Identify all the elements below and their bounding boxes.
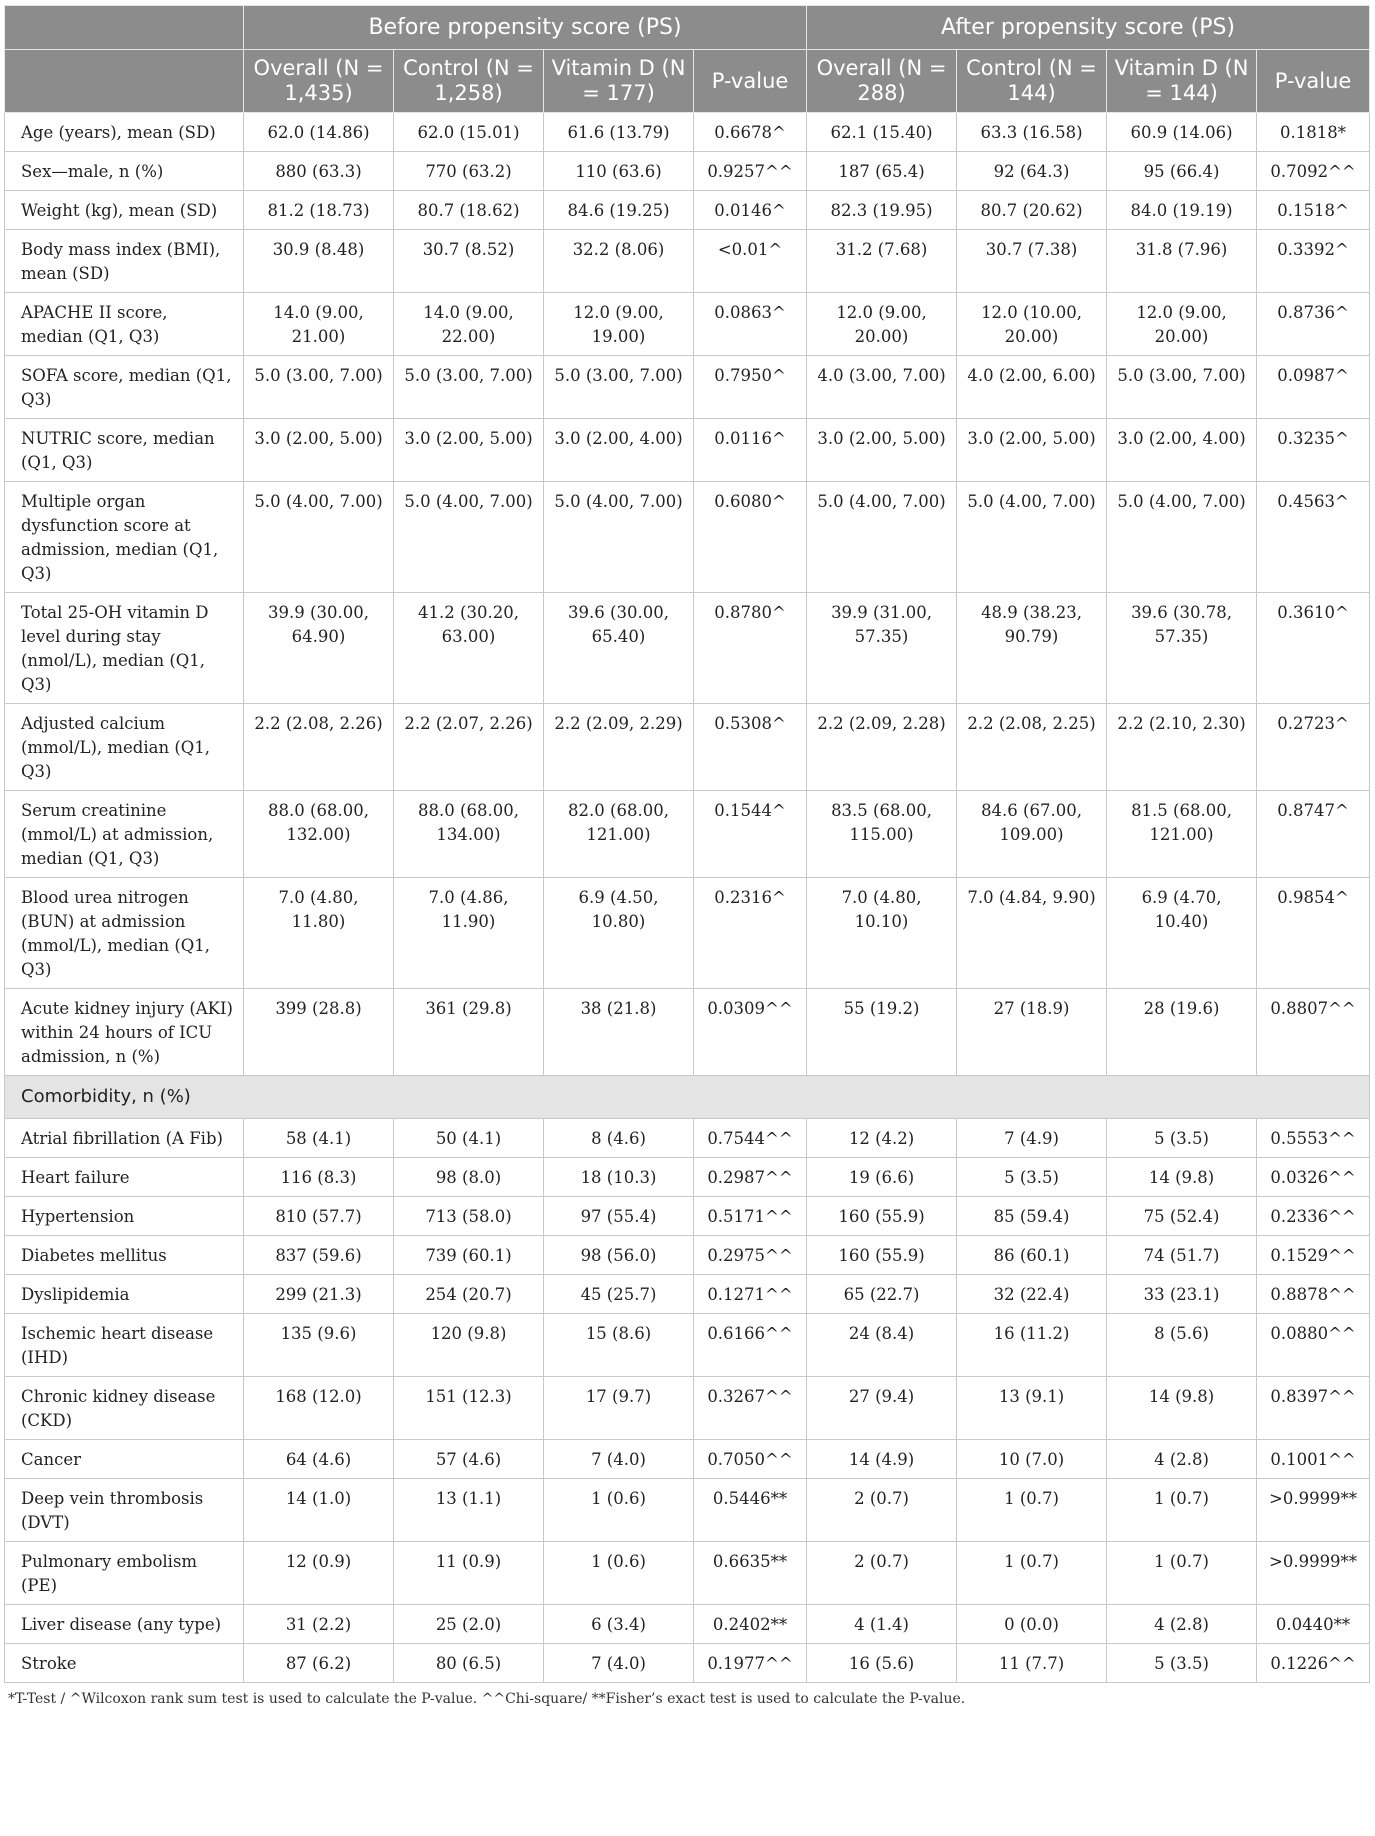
table-cell: 0.5446** [694, 1479, 807, 1542]
table-cell: 713 (58.0) [394, 1197, 544, 1236]
table-cell: 254 (20.7) [394, 1275, 544, 1314]
table-row [5, 482, 1370, 593]
table-cell: 92 (64.3) [957, 152, 1107, 191]
table-cell: 3.0 (2.00, 5.00) [957, 419, 1107, 482]
table-cell: 1 (0.6) [544, 1479, 694, 1542]
table-cell: 25 (2.0) [394, 1605, 544, 1644]
table-cell: 0.1818* [1257, 113, 1370, 152]
table-cell: 361 (29.8) [394, 989, 544, 1076]
table-cell: 0.0440** [1257, 1605, 1370, 1644]
table-cell: 299 (21.3) [244, 1275, 394, 1314]
table-cell: 0.3610^ [1257, 593, 1370, 704]
table-cell: 31.8 (7.96) [1107, 230, 1257, 293]
table-row [5, 1605, 1370, 1644]
table-cell: 39.9 (31.00, 57.35) [807, 593, 957, 704]
table-cell: 0.0146^ [694, 191, 807, 230]
table-cell: 3.0 (2.00, 5.00) [244, 419, 394, 482]
table-cell: 5.0 (4.00, 7.00) [394, 482, 544, 593]
table-cell: 14 (9.8) [1107, 1377, 1257, 1440]
table-cell: 39.6 (30.78, 57.35) [1107, 593, 1257, 704]
row-label: Total 25-OH vitamin D level during stay (nmol/L), median (Q1, Q3) [5, 593, 244, 704]
table-row [5, 419, 1370, 482]
table-row [5, 1236, 1370, 1275]
table-cell: 0.7050^^ [694, 1440, 807, 1479]
table-cell: 2 (0.7) [807, 1542, 957, 1605]
table-cell: 0.1271^^ [694, 1275, 807, 1314]
table-cell: 0.0863^ [694, 293, 807, 356]
table-cell: 13 (9.1) [957, 1377, 1107, 1440]
table-cell: 80.7 (18.62) [394, 191, 544, 230]
table-cell: 32.2 (8.06) [544, 230, 694, 293]
table-cell: <0.01^ [694, 230, 807, 293]
table-cell: 110 (63.6) [544, 152, 694, 191]
table-cell: 399 (28.8) [244, 989, 394, 1076]
table-row [5, 704, 1370, 791]
row-label: Diabetes mellitus [5, 1236, 244, 1275]
table-row [5, 791, 1370, 878]
table-cell: 0.2402** [694, 1605, 807, 1644]
table-cell: 0.5308^ [694, 704, 807, 791]
table-cell: 7.0 (4.84, 9.90) [957, 878, 1107, 989]
table-row [5, 113, 1370, 152]
table-cell: 80.7 (20.62) [957, 191, 1107, 230]
table-cell: 2.2 (2.08, 2.25) [957, 704, 1107, 791]
table-cell: 14 (9.8) [1107, 1158, 1257, 1197]
table-container [4, 5, 1370, 1707]
table-cell: 33 (23.1) [1107, 1275, 1257, 1314]
table-cell: 5 (3.5) [1107, 1644, 1257, 1683]
table-cell: 38 (21.8) [544, 989, 694, 1076]
row-label: Body mass index (BMI), mean (SD) [5, 230, 244, 293]
column-header: Overall (N = 1,435) [244, 50, 394, 113]
table-cell: 4 (2.8) [1107, 1440, 1257, 1479]
table-cell: 24 (8.4) [807, 1314, 957, 1377]
table-row [5, 1275, 1370, 1314]
table-cell: 2.2 (2.07, 2.26) [394, 704, 544, 791]
table-cell: 0.6166^^ [694, 1314, 807, 1377]
table-cell: 80 (6.5) [394, 1644, 544, 1683]
section-row [5, 1076, 1370, 1119]
table-cell: 0.1001^^ [1257, 1440, 1370, 1479]
table-row [5, 593, 1370, 704]
table-cell: 5.0 (3.00, 7.00) [1107, 356, 1257, 419]
table-cell: 0.8807^^ [1257, 989, 1370, 1076]
table-cell: 5.0 (4.00, 7.00) [807, 482, 957, 593]
table-cell: 28 (19.6) [1107, 989, 1257, 1076]
table-cell: 7.0 (4.86, 11.90) [394, 878, 544, 989]
table-cell: 27 (9.4) [807, 1377, 957, 1440]
table-row [5, 1158, 1370, 1197]
table-cell: 97 (55.4) [544, 1197, 694, 1236]
table-cell: 0 (0.0) [957, 1605, 1107, 1644]
table-cell: 0.1529^^ [1257, 1236, 1370, 1275]
table-cell: 17 (9.7) [544, 1377, 694, 1440]
table-cell: 5.0 (4.00, 7.00) [544, 482, 694, 593]
table-cell: 11 (7.7) [957, 1644, 1107, 1683]
table-cell: 0.8736^ [1257, 293, 1370, 356]
table-cell: 18 (10.3) [544, 1158, 694, 1197]
table-cell: 3.0 (2.00, 5.00) [807, 419, 957, 482]
table-cell: 0.0326^^ [1257, 1158, 1370, 1197]
table-cell: 8 (4.6) [544, 1119, 694, 1158]
table-cell: 5.0 (3.00, 7.00) [394, 356, 544, 419]
table-cell: 0.2336^^ [1257, 1197, 1370, 1236]
table-cell: 3.0 (2.00, 5.00) [394, 419, 544, 482]
table-cell: >0.9999** [1257, 1542, 1370, 1605]
table-cell: 98 (56.0) [544, 1236, 694, 1275]
table-cell: 31.2 (7.68) [807, 230, 957, 293]
row-label: Serum creatinine (mmol/L) at admission, median (Q1, Q3) [5, 791, 244, 878]
table-cell: 5 (3.5) [957, 1158, 1107, 1197]
table-cell: 5.0 (4.00, 7.00) [957, 482, 1107, 593]
table-cell: 19 (6.6) [807, 1158, 957, 1197]
table-cell: 30.9 (8.48) [244, 230, 394, 293]
table-cell: 81.2 (18.73) [244, 191, 394, 230]
table-cell: >0.9999** [1257, 1479, 1370, 1542]
table-cell: 32 (22.4) [957, 1275, 1107, 1314]
section-title: Comorbidity, n (%) [5, 1076, 1370, 1119]
table-cell: 61.6 (13.79) [544, 113, 694, 152]
table-cell: 30.7 (8.52) [394, 230, 544, 293]
table-body [5, 113, 1370, 1683]
table-cell: 65 (22.7) [807, 1275, 957, 1314]
table-row [5, 1314, 1370, 1377]
table-cell: 0.9257^^ [694, 152, 807, 191]
table-cell: 84.0 (19.19) [1107, 191, 1257, 230]
table-cell: 85 (59.4) [957, 1197, 1107, 1236]
header-corner-cell [5, 6, 244, 50]
table-cell: 880 (63.3) [244, 152, 394, 191]
table-cell: 1 (0.7) [1107, 1542, 1257, 1605]
row-label: NUTRIC score, median (Q1, Q3) [5, 419, 244, 482]
row-label: Age (years), mean (SD) [5, 113, 244, 152]
table-cell: 1 (0.7) [957, 1479, 1107, 1542]
table-cell: 98 (8.0) [394, 1158, 544, 1197]
table-cell: 0.8747^ [1257, 791, 1370, 878]
table-footnote: *T-Test / ^Wilcoxon rank sum test is used to calculate the P-value. ^^Chi-square/ **Fisher’s exact test is used to calculate the P-value. [8, 1691, 966, 1707]
table-cell: 739 (60.1) [394, 1236, 544, 1275]
table-cell: 60.9 (14.06) [1107, 113, 1257, 152]
row-label: Hypertension [5, 1197, 244, 1236]
table-cell: 88.0 (68.00, 134.00) [394, 791, 544, 878]
table-row [5, 1197, 1370, 1236]
table-cell: 0.6080^ [694, 482, 807, 593]
table-row [5, 1440, 1370, 1479]
table-row [5, 191, 1370, 230]
table-cell: 2.2 (2.09, 2.29) [544, 704, 694, 791]
table-cell: 64 (4.6) [244, 1440, 394, 1479]
table-cell: 11 (0.9) [394, 1542, 544, 1605]
table-cell: 0.2987^^ [694, 1158, 807, 1197]
row-label: APACHE II score, median (Q1, Q3) [5, 293, 244, 356]
table-cell: 0.5171^^ [694, 1197, 807, 1236]
table-cell: 30.7 (7.38) [957, 230, 1107, 293]
table-cell: 15 (8.6) [544, 1314, 694, 1377]
table-cell: 57 (4.6) [394, 1440, 544, 1479]
table-cell: 0.7950^ [694, 356, 807, 419]
table-cell: 0.8780^ [694, 593, 807, 704]
table-cell: 2.2 (2.08, 2.26) [244, 704, 394, 791]
table-cell: 2.2 (2.10, 2.30) [1107, 704, 1257, 791]
table-cell: 87 (6.2) [244, 1644, 394, 1683]
table-cell: 48.9 (38.23, 90.79) [957, 593, 1107, 704]
row-label: Multiple organ dysfunction score at admission, median (Q1, Q3) [5, 482, 244, 593]
table-cell: 12.0 (9.00, 19.00) [544, 293, 694, 356]
table-cell: 16 (11.2) [957, 1314, 1107, 1377]
table-cell: 83.5 (68.00, 115.00) [807, 791, 957, 878]
table-cell: 39.6 (30.00, 65.40) [544, 593, 694, 704]
table-cell: 4 (2.8) [1107, 1605, 1257, 1644]
table-cell: 0.6678^ [694, 113, 807, 152]
column-header: Vitamin D (N = 144) [1107, 50, 1257, 113]
table-row [5, 356, 1370, 419]
column-header: Control (N = 144) [957, 50, 1107, 113]
column-header: P-value [694, 50, 807, 113]
table-cell: 6 (3.4) [544, 1605, 694, 1644]
table-cell: 45 (25.7) [544, 1275, 694, 1314]
table-cell: 31 (2.2) [244, 1605, 394, 1644]
table-row [5, 230, 1370, 293]
table-cell: 5 (3.5) [1107, 1119, 1257, 1158]
table-cell: 50 (4.1) [394, 1119, 544, 1158]
table-cell: 14.0 (9.00, 22.00) [394, 293, 544, 356]
table-cell: 0.1544^ [694, 791, 807, 878]
table-cell: 160 (55.9) [807, 1236, 957, 1275]
table-cell: 116 (8.3) [244, 1158, 394, 1197]
table-cell: 74 (51.7) [1107, 1236, 1257, 1275]
table-cell: 0.7544^^ [694, 1119, 807, 1158]
table-header [5, 6, 1370, 113]
row-label: Pulmonary embolism (PE) [5, 1542, 244, 1605]
row-label: Atrial fibrillation (A Fib) [5, 1119, 244, 1158]
group-header-after-ps: After propensity score (PS) [807, 6, 1370, 50]
table-cell: 0.4563^ [1257, 482, 1370, 593]
table-cell: 837 (59.6) [244, 1236, 394, 1275]
table-cell: 14 (1.0) [244, 1479, 394, 1542]
table-cell: 2 (0.7) [807, 1479, 957, 1542]
table-cell: 75 (52.4) [1107, 1197, 1257, 1236]
header-label-cell [5, 50, 244, 113]
table-cell: 7 (4.0) [544, 1644, 694, 1683]
table-cell: 62.0 (15.01) [394, 113, 544, 152]
table-cell: 12 (4.2) [807, 1119, 957, 1158]
table-cell: 7.0 (4.80, 11.80) [244, 878, 394, 989]
table-cell: 58 (4.1) [244, 1119, 394, 1158]
table-row [5, 878, 1370, 989]
row-label: Dyslipidemia [5, 1275, 244, 1314]
row-label: SOFA score, median (Q1, Q3) [5, 356, 244, 419]
table-cell: 12.0 (9.00, 20.00) [1107, 293, 1257, 356]
table-cell: 0.3267^^ [694, 1377, 807, 1440]
table-cell: 0.1977^^ [694, 1644, 807, 1683]
table-cell: 41.2 (30.20, 63.00) [394, 593, 544, 704]
row-label: Sex—male, n (%) [5, 152, 244, 191]
table-cell: 8 (5.6) [1107, 1314, 1257, 1377]
table-cell: 0.0987^ [1257, 356, 1370, 419]
table-cell: 0.3392^ [1257, 230, 1370, 293]
table-cell: 10 (7.0) [957, 1440, 1107, 1479]
row-label: Blood urea nitrogen (BUN) at admission (mmol/L), median (Q1, Q3) [5, 878, 244, 989]
table-row [5, 1119, 1370, 1158]
table-cell: 0.6635** [694, 1542, 807, 1605]
table-row [5, 152, 1370, 191]
row-label: Deep vein thrombosis (DVT) [5, 1479, 244, 1542]
table-cell: 12.0 (10.00, 20.00) [957, 293, 1107, 356]
table-cell: 5.0 (4.00, 7.00) [1107, 482, 1257, 593]
row-label: Cancer [5, 1440, 244, 1479]
table-cell: 0.1226^^ [1257, 1644, 1370, 1683]
table-cell: 0.7092^^ [1257, 152, 1370, 191]
table-cell: 7 (4.0) [544, 1440, 694, 1479]
row-label: Adjusted calcium (mmol/L), median (Q1, Q3) [5, 704, 244, 791]
row-label: Stroke [5, 1644, 244, 1683]
table-cell: 1 (0.7) [957, 1542, 1107, 1605]
table-cell: 0.5553^^ [1257, 1119, 1370, 1158]
table-cell: 39.9 (30.00, 64.90) [244, 593, 394, 704]
table-cell: 135 (9.6) [244, 1314, 394, 1377]
table-cell: 84.6 (19.25) [544, 191, 694, 230]
table-cell: 95 (66.4) [1107, 152, 1257, 191]
row-label: Liver disease (any type) [5, 1605, 244, 1644]
table-cell: 4.0 (3.00, 7.00) [807, 356, 957, 419]
table-cell: 55 (19.2) [807, 989, 957, 1076]
table-cell: 0.8878^^ [1257, 1275, 1370, 1314]
table-cell: 7 (4.9) [957, 1119, 1107, 1158]
table-cell: 0.2975^^ [694, 1236, 807, 1275]
table-cell: 0.0116^ [694, 419, 807, 482]
table-cell: 14 (4.9) [807, 1440, 957, 1479]
row-label: Weight (kg), mean (SD) [5, 191, 244, 230]
table-cell: 3.0 (2.00, 4.00) [544, 419, 694, 482]
table-row [5, 1644, 1370, 1683]
table-cell: 88.0 (68.00, 132.00) [244, 791, 394, 878]
table-cell: 84.6 (67.00, 109.00) [957, 791, 1107, 878]
table-cell: 12.0 (9.00, 20.00) [807, 293, 957, 356]
table-cell: 4 (1.4) [807, 1605, 957, 1644]
column-header: Vitamin D (N = 177) [544, 50, 694, 113]
table-cell: 7.0 (4.80, 10.10) [807, 878, 957, 989]
table-cell: 0.3235^ [1257, 419, 1370, 482]
table-cell: 82.3 (19.95) [807, 191, 957, 230]
table-cell: 0.9854^ [1257, 878, 1370, 989]
table-cell: 0.2316^ [694, 878, 807, 989]
row-label: Heart failure [5, 1158, 244, 1197]
group-header-before-ps: Before propensity score (PS) [244, 6, 807, 50]
table-cell: 62.1 (15.40) [807, 113, 957, 152]
table-row [5, 1479, 1370, 1542]
table-cell: 81.5 (68.00, 121.00) [1107, 791, 1257, 878]
table-cell: 13 (1.1) [394, 1479, 544, 1542]
table-cell: 120 (9.8) [394, 1314, 544, 1377]
table-cell: 5.0 (3.00, 7.00) [544, 356, 694, 419]
table-cell: 2.2 (2.09, 2.28) [807, 704, 957, 791]
table-cell: 5.0 (4.00, 7.00) [244, 482, 394, 593]
table-cell: 810 (57.7) [244, 1197, 394, 1236]
table-cell: 62.0 (14.86) [244, 113, 394, 152]
table-cell: 6.9 (4.70, 10.40) [1107, 878, 1257, 989]
table-cell: 14.0 (9.00, 21.00) [244, 293, 394, 356]
table-cell: 0.8397^^ [1257, 1377, 1370, 1440]
table-cell: 82.0 (68.00, 121.00) [544, 791, 694, 878]
table-row [5, 293, 1370, 356]
table-row [5, 989, 1370, 1076]
table-cell: 151 (12.3) [394, 1377, 544, 1440]
table-cell: 1 (0.6) [544, 1542, 694, 1605]
row-label: Chronic kidney disease (CKD) [5, 1377, 244, 1440]
table-cell: 16 (5.6) [807, 1644, 957, 1683]
table-cell: 0.0309^^ [694, 989, 807, 1076]
table-cell: 86 (60.1) [957, 1236, 1107, 1275]
table-cell: 4.0 (2.00, 6.00) [957, 356, 1107, 419]
column-header: P-value [1257, 50, 1370, 113]
table-cell: 168 (12.0) [244, 1377, 394, 1440]
table-cell: 0.1518^ [1257, 191, 1370, 230]
table-cell: 6.9 (4.50, 10.80) [544, 878, 694, 989]
table-cell: 3.0 (2.00, 4.00) [1107, 419, 1257, 482]
table-cell: 770 (63.2) [394, 152, 544, 191]
table-cell: 27 (18.9) [957, 989, 1107, 1076]
table-cell: 0.2723^ [1257, 704, 1370, 791]
table-row [5, 1542, 1370, 1605]
column-header: Overall (N = 288) [807, 50, 957, 113]
table-cell: 5.0 (3.00, 7.00) [244, 356, 394, 419]
table-cell: 187 (65.4) [807, 152, 957, 191]
table-cell: 1 (0.7) [1107, 1479, 1257, 1542]
row-label: Ischemic heart disease (IHD) [5, 1314, 244, 1377]
baseline-characteristics-table [4, 5, 1370, 1683]
table-cell: 0.0880^^ [1257, 1314, 1370, 1377]
table-cell: 160 (55.9) [807, 1197, 957, 1236]
column-header: Control (N = 1,258) [394, 50, 544, 113]
table-cell: 63.3 (16.58) [957, 113, 1107, 152]
table-row [5, 1377, 1370, 1440]
row-label: Acute kidney injury (AKI) within 24 hours of ICU admission, n (%) [5, 989, 244, 1076]
table-cell: 12 (0.9) [244, 1542, 394, 1605]
